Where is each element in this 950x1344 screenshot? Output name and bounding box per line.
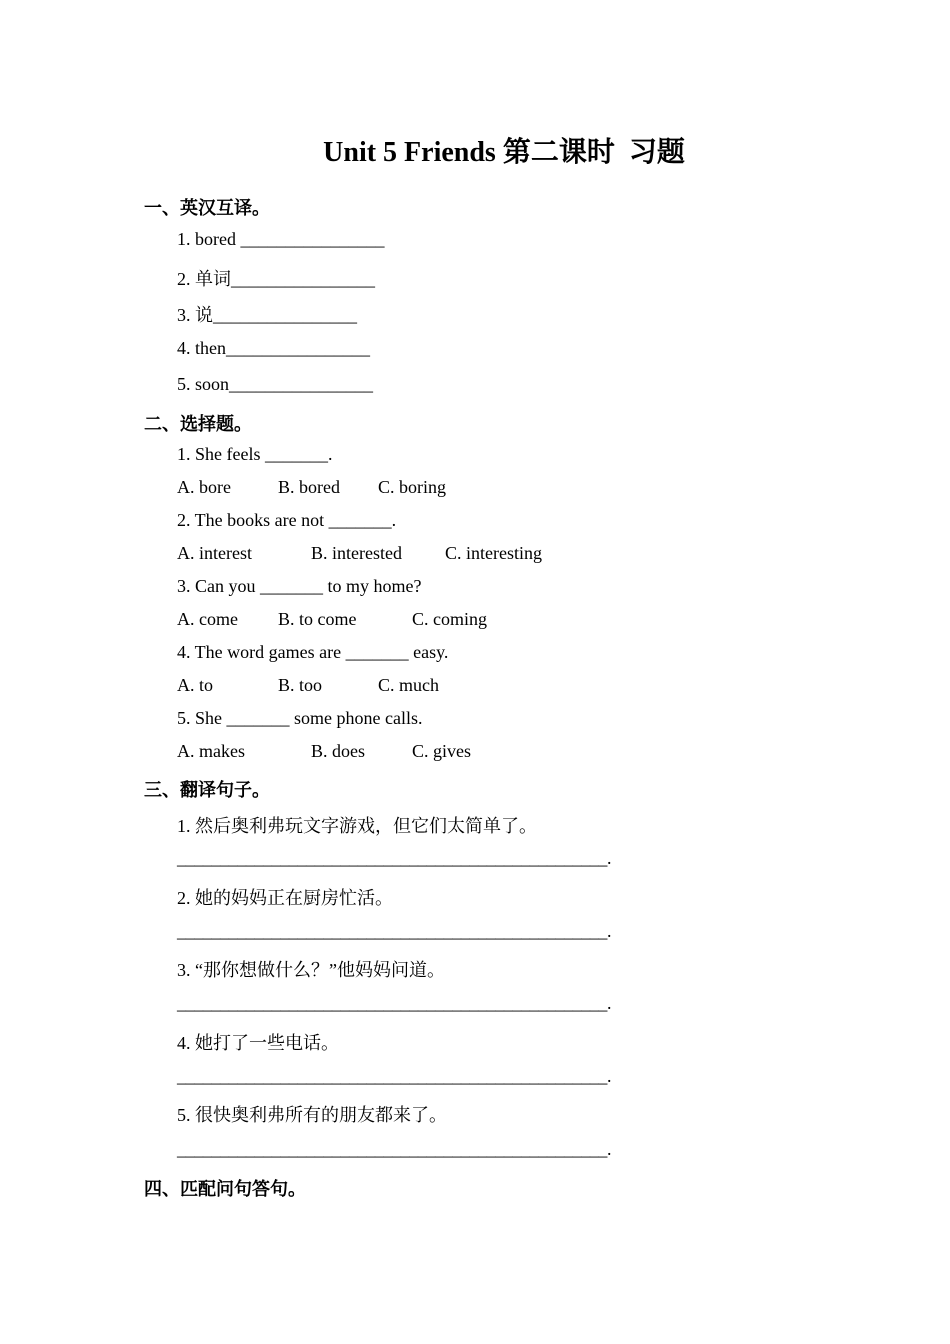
s2-q2-option-b: B. interested: [311, 543, 402, 563]
s2-q5-option-b: B. does: [311, 741, 365, 761]
s2-question-3: 3. Can you _______ to my home?: [177, 576, 422, 596]
s2-question-1: 1. She feels _______.: [177, 444, 333, 464]
s3-item-3: 3. “那你想做什么？”他妈妈问道。: [177, 960, 445, 980]
s3-answer-line-4: __________________________________________________.: [177, 1066, 612, 1086]
s2-q3-option-b: B. to come: [278, 609, 357, 629]
s2-q4-option-a: A. to: [177, 675, 213, 695]
s2-q2-option-a: A. interest: [177, 543, 252, 563]
s3-answer-line-3: __________________________________________________.: [177, 993, 612, 1013]
s2-q3-option-a: A. come: [177, 609, 238, 629]
s3-answer-line-1: __________________________________________________.: [177, 848, 612, 868]
section-4-heading: 四、匹配问句答句。: [144, 1179, 306, 1199]
s2-q5-option-a: A. makes: [177, 741, 245, 761]
s1-item-3: 3. 说________________: [177, 305, 357, 325]
s3-item-5: 5. 很快奥利弗所有的朋友都来了。: [177, 1105, 447, 1125]
s2-q1-option-c: C. boring: [378, 477, 447, 497]
s1-item-5: 5. soon________________: [177, 374, 374, 394]
s2-question-4: 4. The word games are _______ easy.: [177, 642, 449, 662]
s2-question-5: 5. She _______ some phone calls.: [177, 708, 423, 728]
section-2-heading: 二、选择题。: [144, 414, 252, 434]
s1-item-1: 1. bored ________________: [177, 229, 385, 249]
s2-q4-option-b: B. too: [278, 675, 323, 695]
s2-question-2: 2. The books are not _______.: [177, 510, 397, 530]
s2-q2-option-c: C. interesting: [445, 543, 542, 563]
s3-item-4: 4. 她打了一些电话。: [177, 1033, 339, 1053]
page-title: Unit 5 Friends 第二课时 习题: [323, 137, 685, 168]
s3-item-1: 1. 然后奥利弗玩文字游戏，但它们太简单了。: [177, 816, 537, 836]
s2-q3-option-c: C. coming: [412, 609, 487, 629]
s2-q5-option-c: C. gives: [412, 741, 472, 761]
s3-answer-line-2: __________________________________________________.: [177, 921, 612, 941]
s3-answer-line-5: __________________________________________________.: [177, 1139, 612, 1159]
section-3-heading: 三、翻译句子。: [144, 780, 270, 800]
s3-item-2: 2. 她的妈妈正在厨房忙活。: [177, 888, 393, 908]
s2-q1-option-a: A. bore: [177, 477, 231, 497]
s2-q1-option-b: B. bored: [278, 477, 340, 497]
s1-item-2: 2. 单词________________: [177, 269, 375, 289]
s1-item-4: 4. then________________: [177, 338, 370, 358]
section-1-heading: 一、英汉互译。: [144, 198, 270, 218]
s2-q4-option-c: C. much: [378, 675, 439, 695]
